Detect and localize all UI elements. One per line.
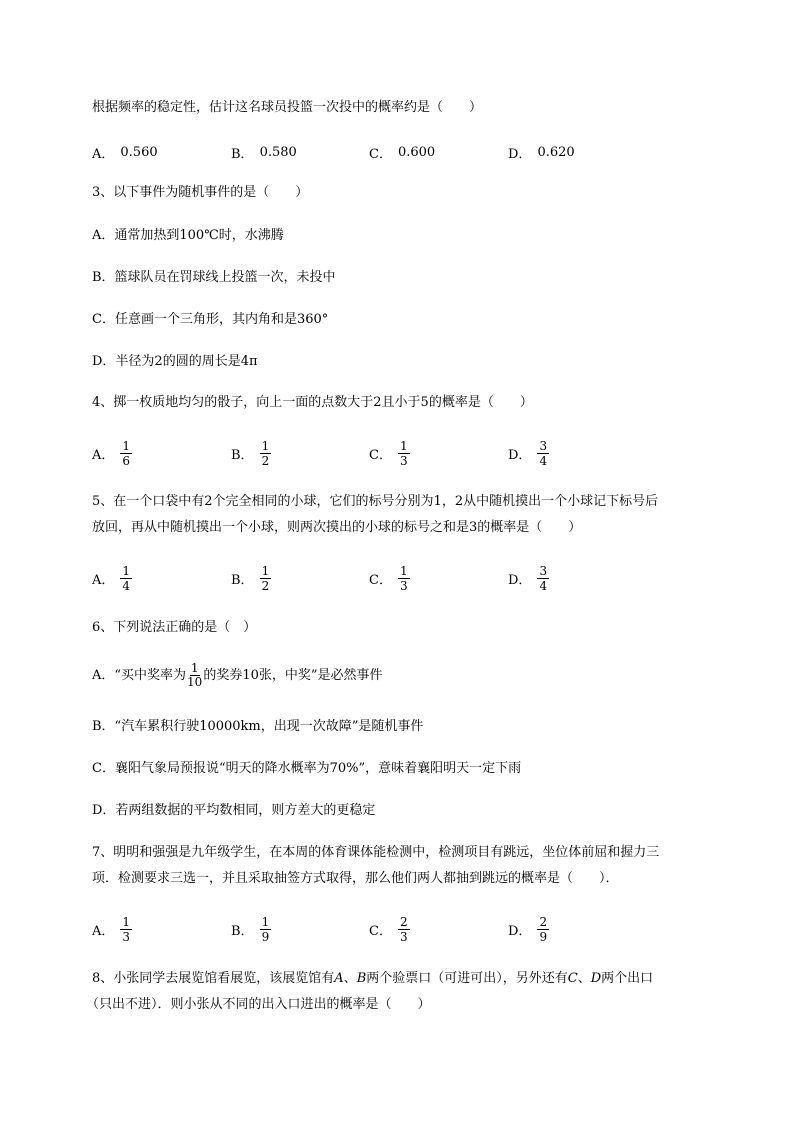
q7-stem-line1: 7、明明和强强是九年级学生，在本周的体育课体能检测中，检测项目有跳远，坐位体前屈和握力三 <box>92 845 660 860</box>
q5-stem-line2: 放回，再从中随机摸出一个小球，则两次摸出的小球的标号之和是3的概率是（ ） <box>92 520 582 535</box>
q2-options <box>92 132 752 172</box>
q5-option-d: D． $\frac{3}{4}$ <box>508 563 548 593</box>
q4-option-c: C． $\frac{1}{3}$ <box>369 438 408 468</box>
q6-option-c: C．襄阳气象局预报说“明天的降水概率为70%”，意味着襄阳明天一定下雨 <box>92 761 522 776</box>
q7-option-a: A． $\frac{1}{3}$ <box>92 914 131 944</box>
fraction: $\frac{3}{4}$ <box>539 438 548 468</box>
fraction: $\frac{1}{3}$ <box>399 563 408 593</box>
q4-option-b: B． $\frac{1}{2}$ <box>231 438 270 468</box>
q6-option-a: A．“买中奖率为 $\frac{1}{10}$ 的奖券10张，中奖”是必然事件 <box>92 661 383 689</box>
q2-stem-tail: 根据频率的稳定性，估计这名球员投篮一次投中的概率约是（ ） <box>92 100 483 115</box>
q3-option-a: A．通常加热到100℃时，水沸腾 <box>92 228 284 243</box>
q2-option-a: A． 0.560 <box>92 144 158 162</box>
fraction: $\frac{1}{6}$ <box>122 438 131 468</box>
q7-option-c: C． $\frac{2}{3}$ <box>369 914 408 944</box>
q2-option-b: B． 0.580 <box>231 144 297 162</box>
fraction: $\frac{3}{4}$ <box>539 563 548 593</box>
fraction: $\frac{1}{9}$ <box>261 914 270 944</box>
q6-option-d: D．若两组数据的平均数相同，则方差大的更稳定 <box>92 803 376 818</box>
q7-options <box>92 909 752 949</box>
fraction: $\frac{1}{2}$ <box>261 563 270 593</box>
q2-option-c: C． 0.600 <box>369 144 436 162</box>
q7-option-b: B． $\frac{1}{9}$ <box>231 914 270 944</box>
q5-stem-line1: 5、在一个口袋中有2个完全相同的小球，它们的标号分别为1，2从中随机摸出一个小球记下标号后 <box>92 494 659 509</box>
fraction: $\frac{1}{2}$ <box>261 438 270 468</box>
q3-option-d: D．半径为2的圆的周长是4π <box>92 354 258 369</box>
q5-option-a: A． $\frac{1}{4}$ <box>92 563 131 593</box>
q4-stem: 4、掷一枚质地均匀的骰子，向上一面的点数大于2且小于5的概率是（ ） <box>92 395 533 410</box>
q2-option-d: D． 0.620 <box>508 144 575 162</box>
fraction: $\frac{1}{10}$ <box>187 661 203 689</box>
q5-option-b: B． $\frac{1}{2}$ <box>231 563 270 593</box>
q4-options <box>92 433 752 473</box>
fraction: $\frac{2}{3}$ <box>399 914 408 944</box>
q6-option-b: B．“汽车累积行驶10000km，出现一次故障”是随机事件 <box>92 719 424 734</box>
q4-option-a: A． $\frac{1}{6}$ <box>92 438 131 468</box>
q5-options <box>92 558 752 598</box>
q8-stem-line2: （只出不进）．则小张从不同的出入口进出的概率是（ ） <box>86 997 431 1012</box>
fraction: $\frac{1}{3}$ <box>399 438 408 468</box>
q5-option-c: C． $\frac{1}{3}$ <box>369 563 408 593</box>
q3-option-b: B．篮球队员在罚球线上投篮一次，未投中 <box>92 270 336 285</box>
fraction: $\frac{1}{4}$ <box>122 563 131 593</box>
q7-stem-line2: 项．检测要求三选一，并且采取抽签方式取得，那么他们两人都抽到跳远的概率是（ ）． <box>92 871 619 886</box>
q4-option-d: D． $\frac{3}{4}$ <box>508 438 548 468</box>
q7-option-d: D． $\frac{2}{9}$ <box>508 914 548 944</box>
fraction: $\frac{1}{3}$ <box>122 914 131 944</box>
fraction: $\frac{2}{9}$ <box>539 914 548 944</box>
q6-stem: 6、下列说法正确的是（ ） <box>92 620 257 635</box>
q3-option-c: C．任意画一个三角形，其内角和是360° <box>92 312 329 327</box>
q8-stem-line1: 8、小张同学去展览馆看展览，该展览馆有A、B两个验票口（可进可出），另外还有C、D两个出口 <box>92 971 654 986</box>
q3-stem: 3、以下事件为随机事件的是（ ） <box>92 185 309 200</box>
